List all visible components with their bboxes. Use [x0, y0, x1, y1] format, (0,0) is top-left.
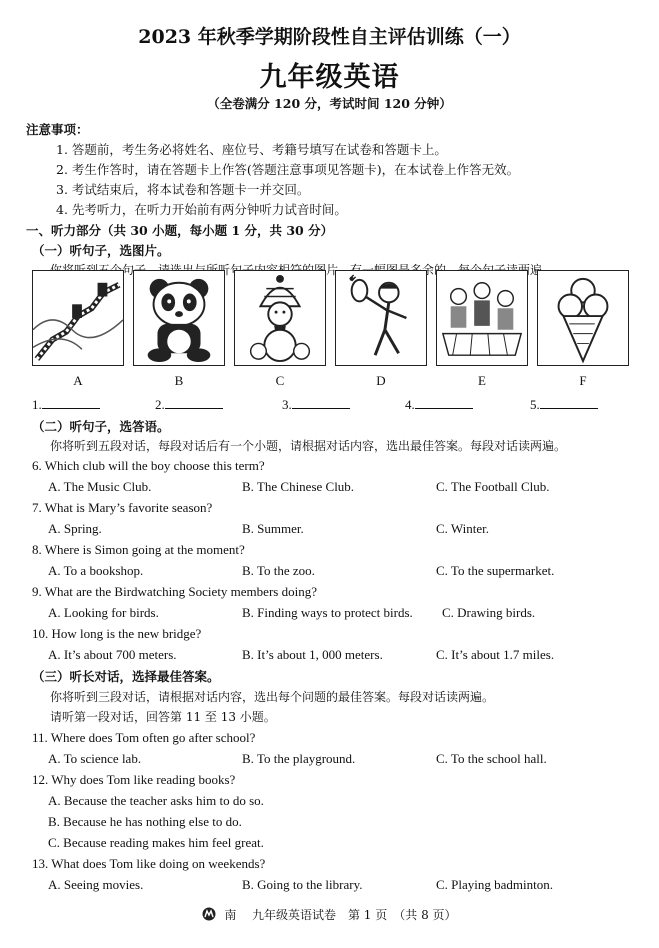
- option-7c[interactable]: C. Winter.: [436, 521, 490, 536]
- question-11: 11. Where does Tom often go after school?: [32, 730, 256, 745]
- answer-blank-5[interactable]: 5.: [530, 396, 598, 413]
- notice-item-2: 2. 考生作答时，请在答题卡上作答(答题注意事项见答题卡)，在本试卷上作答无效。: [56, 162, 520, 177]
- option-6b[interactable]: B. The Chinese Club.: [242, 479, 355, 494]
- option-8b[interactable]: B. To the zoo.: [242, 563, 315, 578]
- answer-blank-3[interactable]: 3.: [282, 396, 350, 413]
- question-7: 7. What is Mary’s favorite season?: [32, 500, 213, 515]
- option-9b[interactable]: B. Finding ways to protect birds.: [242, 605, 413, 620]
- picture-label-a: A: [73, 373, 83, 388]
- question-10: 10. How long is the new bridge?: [32, 626, 202, 641]
- picture-label-b: B: [174, 373, 184, 388]
- exam-subject: 九年级英语: [259, 62, 400, 93]
- option-6c[interactable]: C. The Football Club.: [436, 479, 550, 494]
- snowman-icon: [234, 270, 326, 366]
- option-9a[interactable]: A. Looking for birds.: [48, 605, 159, 620]
- option-13b[interactable]: B. Going to the library.: [242, 877, 363, 892]
- question-8: 8. Where is Simon going at the moment?: [32, 542, 245, 557]
- option-7b[interactable]: B. Summer.: [242, 521, 304, 536]
- part3-sub-instruction: 请听第一段对话，回答第 11 至 13 小题。: [50, 710, 276, 724]
- great-wall-icon: [32, 270, 124, 366]
- page-footer: [0, 906, 659, 923]
- option-13a[interactable]: A. Seeing movies.: [48, 877, 144, 892]
- part2-instruction: 你将听到五段对话，每段对话后有一个小题，请根据对话内容，选出最佳答案。每段对话读两遍。: [50, 439, 567, 453]
- panda-icon: [133, 270, 225, 366]
- option-11a[interactable]: A. To science lab.: [48, 751, 142, 766]
- question-6: 6. Which club will the boy choose this term?: [32, 458, 265, 473]
- option-10a[interactable]: A. It’s about 700 meters.: [48, 647, 177, 662]
- ice-cream-icon: [537, 270, 629, 366]
- option-13c[interactable]: C. Playing badminton.: [436, 877, 553, 892]
- option-8a[interactable]: A. To a bookshop.: [48, 563, 144, 578]
- option-12c[interactable]: C. Because reading makes him feel great.: [48, 835, 264, 850]
- footer-logo-text: 南: [224, 908, 237, 922]
- option-11b[interactable]: B. To the playground.: [242, 751, 356, 766]
- footer-page-info: 九年级英语试卷 第 1 页 （共 8 页）: [251, 908, 457, 922]
- part3-instruction: 你将听到三段对话，请根据对话内容，选出每个问题的最佳答案。每段对话读两遍。: [50, 690, 495, 704]
- option-10c[interactable]: C. It’s about 1.7 miles.: [436, 647, 555, 662]
- question-9: 9. What are the Birdwatching Society members doing?: [32, 584, 317, 599]
- picture-label-c: C: [275, 373, 285, 388]
- family-picnic-icon: [436, 270, 528, 366]
- notice-item-4: 4. 先考听力，在听力开始前有两分钟听力试音时间。: [56, 202, 347, 217]
- school-logo-icon: [202, 907, 216, 921]
- option-9c[interactable]: C. Drawing birds.: [442, 605, 536, 620]
- part2-heading: （二）听句子，选答语。: [32, 419, 170, 434]
- option-7a[interactable]: A. Spring.: [48, 521, 102, 536]
- part3-heading: （三）听长对话，选择最佳答案。: [32, 669, 220, 684]
- notice-item-1: 1. 答题前，考生务必将姓名、座位号、考籍号填写在试卷和答题卡上。: [56, 142, 447, 157]
- badminton-player-icon: [335, 270, 427, 366]
- answer-blank-1[interactable]: 1.: [32, 396, 100, 413]
- option-6a[interactable]: A. The Music Club.: [48, 479, 152, 494]
- picture-label-e: E: [478, 373, 486, 388]
- part1-heading: （一）听句子，选图片。: [32, 243, 170, 258]
- picture-row: [32, 270, 628, 370]
- picture-label-f: F: [579, 373, 587, 388]
- notice-item-3: 3. 考试结束后，将本试卷和答题卡一并交回。: [56, 182, 310, 197]
- answer-blank-2[interactable]: 2.: [155, 396, 223, 413]
- option-10b[interactable]: B. It’s about 1, 000 meters.: [242, 647, 383, 662]
- option-12b[interactable]: B. Because he has nothing else to do.: [48, 814, 242, 829]
- exam-title: 2023 年秋季学期阶段性自主评估训练（一）: [138, 26, 521, 48]
- question-13: 13. What does Tom like doing on weekends?: [32, 856, 266, 871]
- exam-score-note: （全卷满分 120 分，考试时间 120 分钟）: [207, 96, 452, 111]
- option-11c[interactable]: C. To the school hall.: [436, 751, 547, 766]
- picture-label-d: D: [376, 373, 386, 388]
- option-12a[interactable]: A. Because the teacher asks him to do so.: [48, 793, 264, 808]
- section-listening-heading: 一、听力部分（共 30 小题，每小题 1 分，共 30 分）: [26, 223, 334, 238]
- answer-blank-4[interactable]: 4.: [405, 396, 473, 413]
- notice-heading: 注意事项：: [26, 122, 89, 137]
- question-12: 12. Why does Tom like reading books?: [32, 772, 236, 787]
- option-8c[interactable]: C. To the supermarket.: [436, 563, 555, 578]
